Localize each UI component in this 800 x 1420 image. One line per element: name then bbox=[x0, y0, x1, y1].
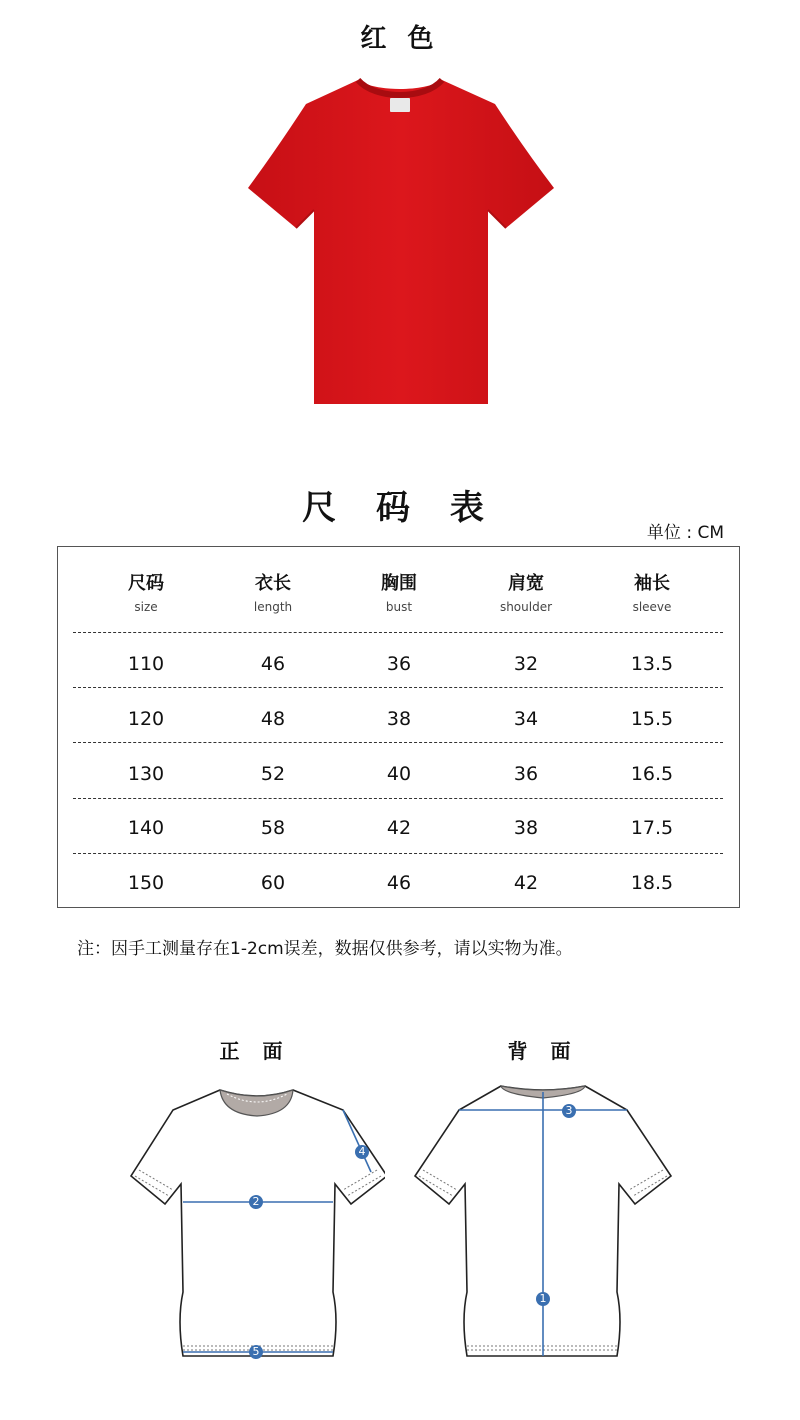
marker-4: 4 bbox=[355, 1145, 369, 1159]
row-divider bbox=[73, 632, 723, 633]
size-table-title: 尺 码 表 bbox=[302, 488, 498, 528]
header-sleeve-en: sleeve bbox=[632, 600, 672, 614]
header-bust: 胸围 bbox=[381, 573, 417, 594]
table-cell: 16.5 bbox=[630, 763, 674, 785]
table-cell: 58 bbox=[260, 817, 286, 839]
row-divider bbox=[73, 798, 723, 799]
table-cell: 40 bbox=[386, 763, 412, 785]
back-view-title: 背 面 bbox=[507, 1039, 579, 1063]
table-cell: 34 bbox=[513, 708, 539, 730]
back-tshirt-diagram bbox=[413, 1080, 673, 1370]
table-cell: 38 bbox=[386, 708, 412, 730]
table-cell: 150 bbox=[127, 872, 165, 894]
table-cell: 48 bbox=[260, 708, 286, 730]
table-cell: 15.5 bbox=[630, 708, 674, 730]
marker-3: 3 bbox=[562, 1104, 576, 1118]
table-cell: 120 bbox=[127, 708, 165, 730]
row-divider bbox=[73, 742, 723, 743]
red-tshirt-image bbox=[240, 70, 560, 410]
table-cell: 32 bbox=[513, 653, 539, 675]
row-divider bbox=[73, 687, 723, 688]
marker-2: 2 bbox=[249, 1195, 263, 1209]
color-title: 红 色 bbox=[360, 24, 440, 54]
header-length-en: length bbox=[253, 600, 293, 614]
front-tshirt-diagram bbox=[125, 1080, 385, 1370]
table-cell: 110 bbox=[127, 653, 165, 675]
table-cell: 42 bbox=[386, 817, 412, 839]
header-sleeve: 袖长 bbox=[634, 573, 670, 594]
header-size: 尺码 bbox=[128, 573, 164, 594]
table-cell: 46 bbox=[386, 872, 412, 894]
header-shoulder-en: shoulder bbox=[499, 600, 553, 614]
header-size-en: size bbox=[134, 600, 158, 614]
table-cell: 17.5 bbox=[630, 817, 674, 839]
table-cell: 13.5 bbox=[630, 653, 674, 675]
size-table bbox=[57, 546, 740, 908]
table-cell: 60 bbox=[260, 872, 286, 894]
table-cell: 52 bbox=[260, 763, 286, 785]
table-cell: 18.5 bbox=[630, 872, 674, 894]
unit-label: 单位 : CM bbox=[646, 523, 724, 543]
table-cell: 130 bbox=[127, 763, 165, 785]
measurement-note: 注：因手工测量存在1-2cm误差，数据仅供参考，请以实物为准。 bbox=[77, 939, 573, 959]
row-divider bbox=[73, 853, 723, 854]
table-cell: 42 bbox=[513, 872, 539, 894]
marker-1: 1 bbox=[536, 1292, 550, 1306]
table-cell: 38 bbox=[513, 817, 539, 839]
front-view-title: 正 面 bbox=[219, 1039, 291, 1063]
marker-5: 5 bbox=[249, 1345, 263, 1359]
header-length: 衣长 bbox=[255, 573, 291, 594]
table-cell: 140 bbox=[127, 817, 165, 839]
header-bust-en: bust bbox=[385, 600, 413, 614]
table-cell: 46 bbox=[260, 653, 286, 675]
table-cell: 36 bbox=[386, 653, 412, 675]
table-cell: 36 bbox=[513, 763, 539, 785]
header-shoulder: 肩宽 bbox=[508, 573, 544, 594]
